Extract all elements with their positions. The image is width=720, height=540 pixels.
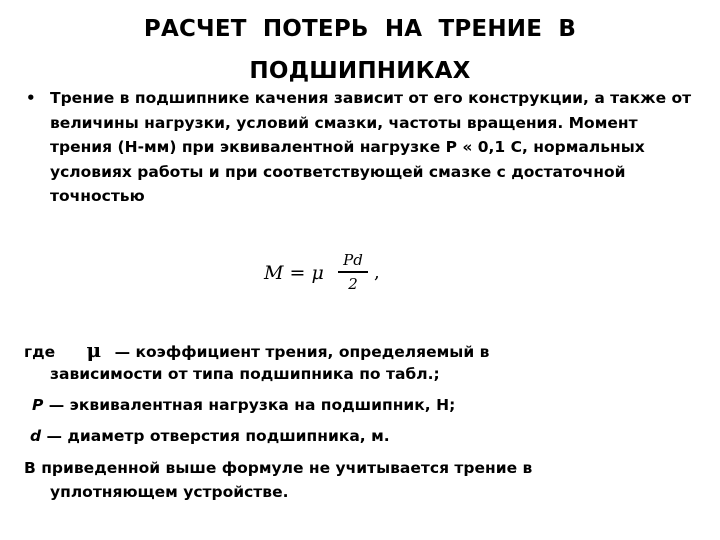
fraction-bar (338, 271, 368, 273)
formula-comma: , (374, 262, 380, 283)
bullet-paragraph: Трение в подшипнике качения зависит от его конструкции, а также от величины нагрузки, условий смазки, частоты вращения. Момент трения (Н-мм) при эквивалентной нагрузке Р « 0,1 С, нормальных условиях работы и при соответствующей смазке с достаточной точностью (50, 89, 692, 205)
slide-title: РАСЧЕТ ПОТЕРЬ НА ТРЕНИЕ В ПОДШИПНИКАХ (143, 16, 577, 84)
d-symbol: d (30, 427, 42, 445)
definition-p-line (32, 393, 455, 417)
p-definition-text: — эквивалентная нагрузка на подшипник, Н; (48, 396, 456, 414)
formula-lhs: M = μ (264, 262, 324, 284)
definition-mu-line (24, 338, 489, 364)
friction-moment-formula (264, 250, 394, 298)
formula-denominator: 2 (348, 274, 358, 293)
mu-symbol: μ (86, 338, 102, 362)
mu-definition-text: — коэффициент трения, определяемый в (114, 343, 490, 361)
d-definition-text: — диаметр отверстия подшипника, м. (46, 427, 390, 445)
where-label: где (24, 343, 56, 361)
formula-numerator: Pd (343, 251, 363, 269)
formula-fraction (338, 250, 368, 294)
note-line-1: В приведенной выше формуле не учитывается трение в (24, 459, 533, 477)
p-symbol: Р (32, 396, 44, 414)
definition-d-line (30, 424, 390, 448)
note-line-2: уплотняющем устройстве. (50, 483, 289, 501)
definition-mu-continuation: зависимости от типа подшипника по табл.; (50, 365, 440, 383)
bullet-marker: • (26, 89, 36, 107)
